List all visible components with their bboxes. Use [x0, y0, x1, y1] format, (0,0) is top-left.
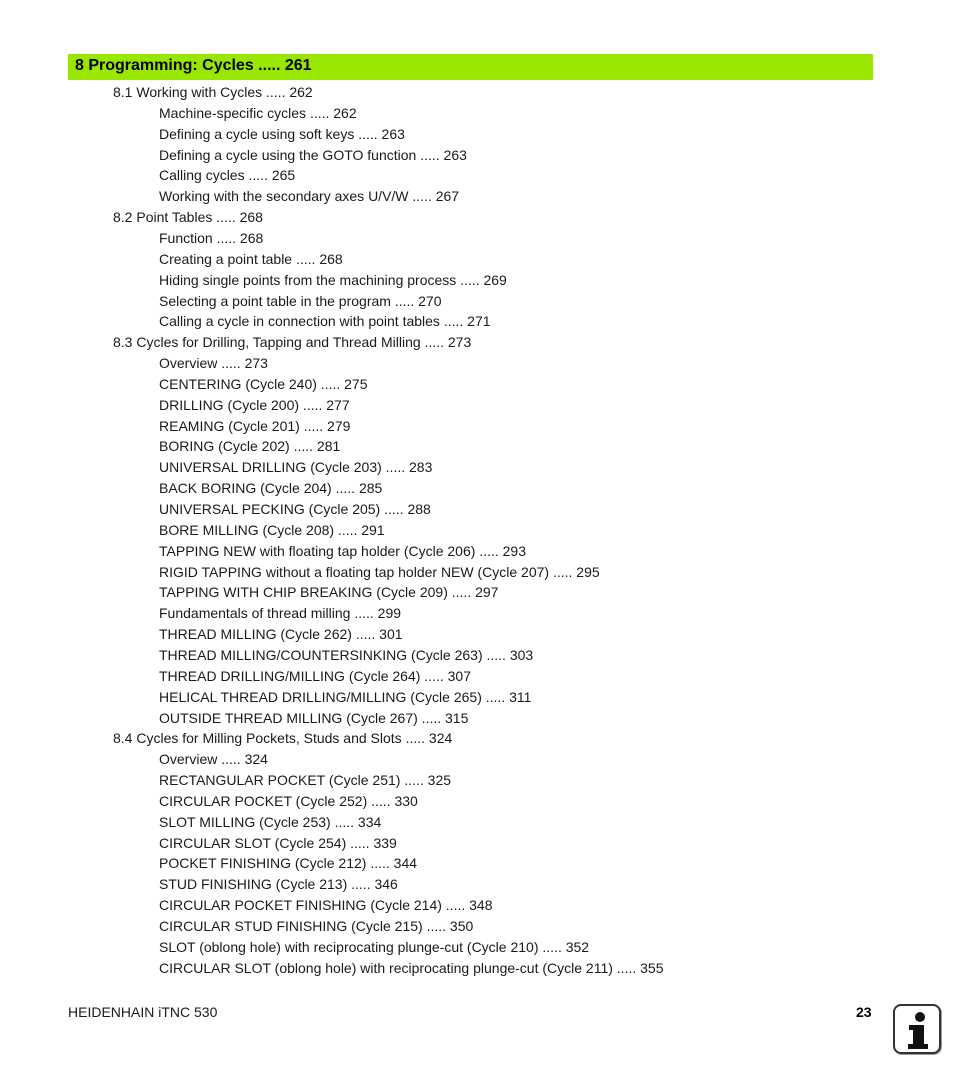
toc-subsection-entry[interactable]: Overview ..... 324: [159, 751, 268, 768]
chapter-header: [68, 54, 873, 80]
toc-section-entry[interactable]: 8.1 Working with Cycles ..... 262: [113, 84, 313, 100]
toc-subsection-entry[interactable]: THREAD MILLING (Cycle 262) ..... 301: [159, 626, 403, 643]
toc-section-entry[interactable]: 8.3 Cycles for Drilling, Tapping and Thread Milling ..... 273: [113, 334, 472, 351]
toc-subsection-entry[interactable]: Defining a cycle using soft keys ..... 263: [159, 125, 405, 142]
toc-subsection-entry[interactable]: DRILLING (Cycle 200) ..... 277: [159, 396, 350, 413]
toc-subsection-entry[interactable]: Function ..... 268: [159, 229, 264, 246]
toc-subsection-entry[interactable]: UNIVERSAL PECKING (Cycle 205) ..... 288: [159, 501, 431, 517]
toc-subsection-entry[interactable]: THREAD MILLING/COUNTERSINKING (Cycle 263) ..... 303: [159, 646, 534, 663]
toc-subsection-entry[interactable]: Selecting a point table in the program ..... 270: [159, 292, 442, 309]
toc-subsection-entry[interactable]: BACK BORING (Cycle 204) ..... 285: [159, 480, 383, 497]
toc-subsection-entry[interactable]: REAMING (Cycle 201) ..... 279: [159, 417, 351, 434]
toc-subsection-entry[interactable]: POCKET FINISHING (Cycle 212) ..... 344: [159, 855, 418, 872]
toc-subsection-entry[interactable]: CENTERING (Cycle 240) ..... 275: [159, 375, 368, 392]
page-number: 23: [856, 1004, 872, 1020]
toc-subsection-entry[interactable]: Hiding single points from the machining process ..... 269: [159, 271, 507, 288]
toc-subsection-entry[interactable]: BORING (Cycle 202) ..... 281: [159, 438, 341, 455]
toc-subsection-entry[interactable]: Machine-specific cycles ..... 262: [159, 104, 357, 121]
toc-subsection-entry[interactable]: CIRCULAR SLOT (Cycle 254) ..... 339: [159, 834, 397, 851]
toc-subsection-entry[interactable]: THREAD DRILLING/MILLING (Cycle 264) ..... 307: [159, 667, 471, 684]
toc-subsection-entry[interactable]: OUTSIDE THREAD MILLING (Cycle 267) ..... 315: [159, 709, 469, 726]
toc-subsection-entry[interactable]: RECTANGULAR POCKET (Cycle 251) ..... 325: [159, 772, 452, 789]
toc-subsection-entry[interactable]: Calling cycles ..... 265: [159, 167, 296, 184]
toc-subsection-entry[interactable]: Defining a cycle using the GOTO function ..... 263: [159, 146, 467, 163]
toc-subsection-entry[interactable]: CIRCULAR POCKET (Cycle 252) ..... 330: [159, 792, 418, 809]
toc-subsection-entry[interactable]: TAPPING NEW with floating tap holder (Cycle 206) ..... 293: [159, 542, 527, 559]
toc-section-entry[interactable]: 8.2 Point Tables ..... 268: [113, 209, 263, 226]
toc-subsection-entry[interactable]: BORE MILLING (Cycle 208) ..... 291: [159, 521, 385, 538]
toc-subsection-entry[interactable]: CIRCULAR POCKET FINISHING (Cycle 214) ..... 348: [159, 897, 493, 914]
toc-subsection-entry[interactable]: HELICAL THREAD DRILLING/MILLING (Cycle 265) ..... 311: [159, 688, 532, 705]
toc-subsection-entry[interactable]: Creating a point table ..... 268: [159, 250, 343, 267]
chapter-title[interactable]: 8 Programming: Cycles ..... 261: [75, 57, 312, 74]
toc-subsection-entry[interactable]: STUD FINISHING (Cycle 213) ..... 346: [159, 876, 398, 893]
toc-subsection-entry[interactable]: TAPPING WITH CHIP BREAKING (Cycle 209) ..... 297: [159, 584, 499, 601]
toc-subsection-entry[interactable]: Fundamentals of thread milling ..... 299: [159, 605, 402, 622]
toc-subsection-entry[interactable]: SLOT MILLING (Cycle 253) ..... 334: [159, 813, 382, 830]
toc-subsection-entry[interactable]: SLOT (oblong hole) with reciprocating plunge-cut (Cycle 210) ..... 352: [159, 938, 590, 955]
info-icon: [893, 1004, 941, 1054]
toc-subsection-entry[interactable]: Working with the secondary axes U/V/W ..... 267: [159, 188, 460, 205]
toc-subsection-entry[interactable]: CIRCULAR STUD FINISHING (Cycle 215) ..... 350: [159, 918, 474, 934]
toc-subsection-entry[interactable]: CIRCULAR SLOT (oblong hole) with reciprocating plunge-cut (Cycle 211) ..... 355: [159, 959, 664, 976]
toc-subsection-entry[interactable]: UNIVERSAL DRILLING (Cycle 203) ..... 283: [159, 459, 433, 476]
toc-subsection-entry[interactable]: Overview ..... 273: [159, 355, 268, 372]
toc-subsection-entry[interactable]: Calling a cycle in connection with point tables ..... 271: [159, 313, 491, 330]
footer-product-name: HEIDENHAIN iTNC 530: [68, 1004, 218, 1020]
toc-subsection-entry[interactable]: RIGID TAPPING without a floating tap holder NEW (Cycle 207) ..... 295: [159, 563, 600, 580]
toc-section-entry[interactable]: 8.4 Cycles for Milling Pockets, Studs and Slots ..... 324: [113, 730, 453, 747]
